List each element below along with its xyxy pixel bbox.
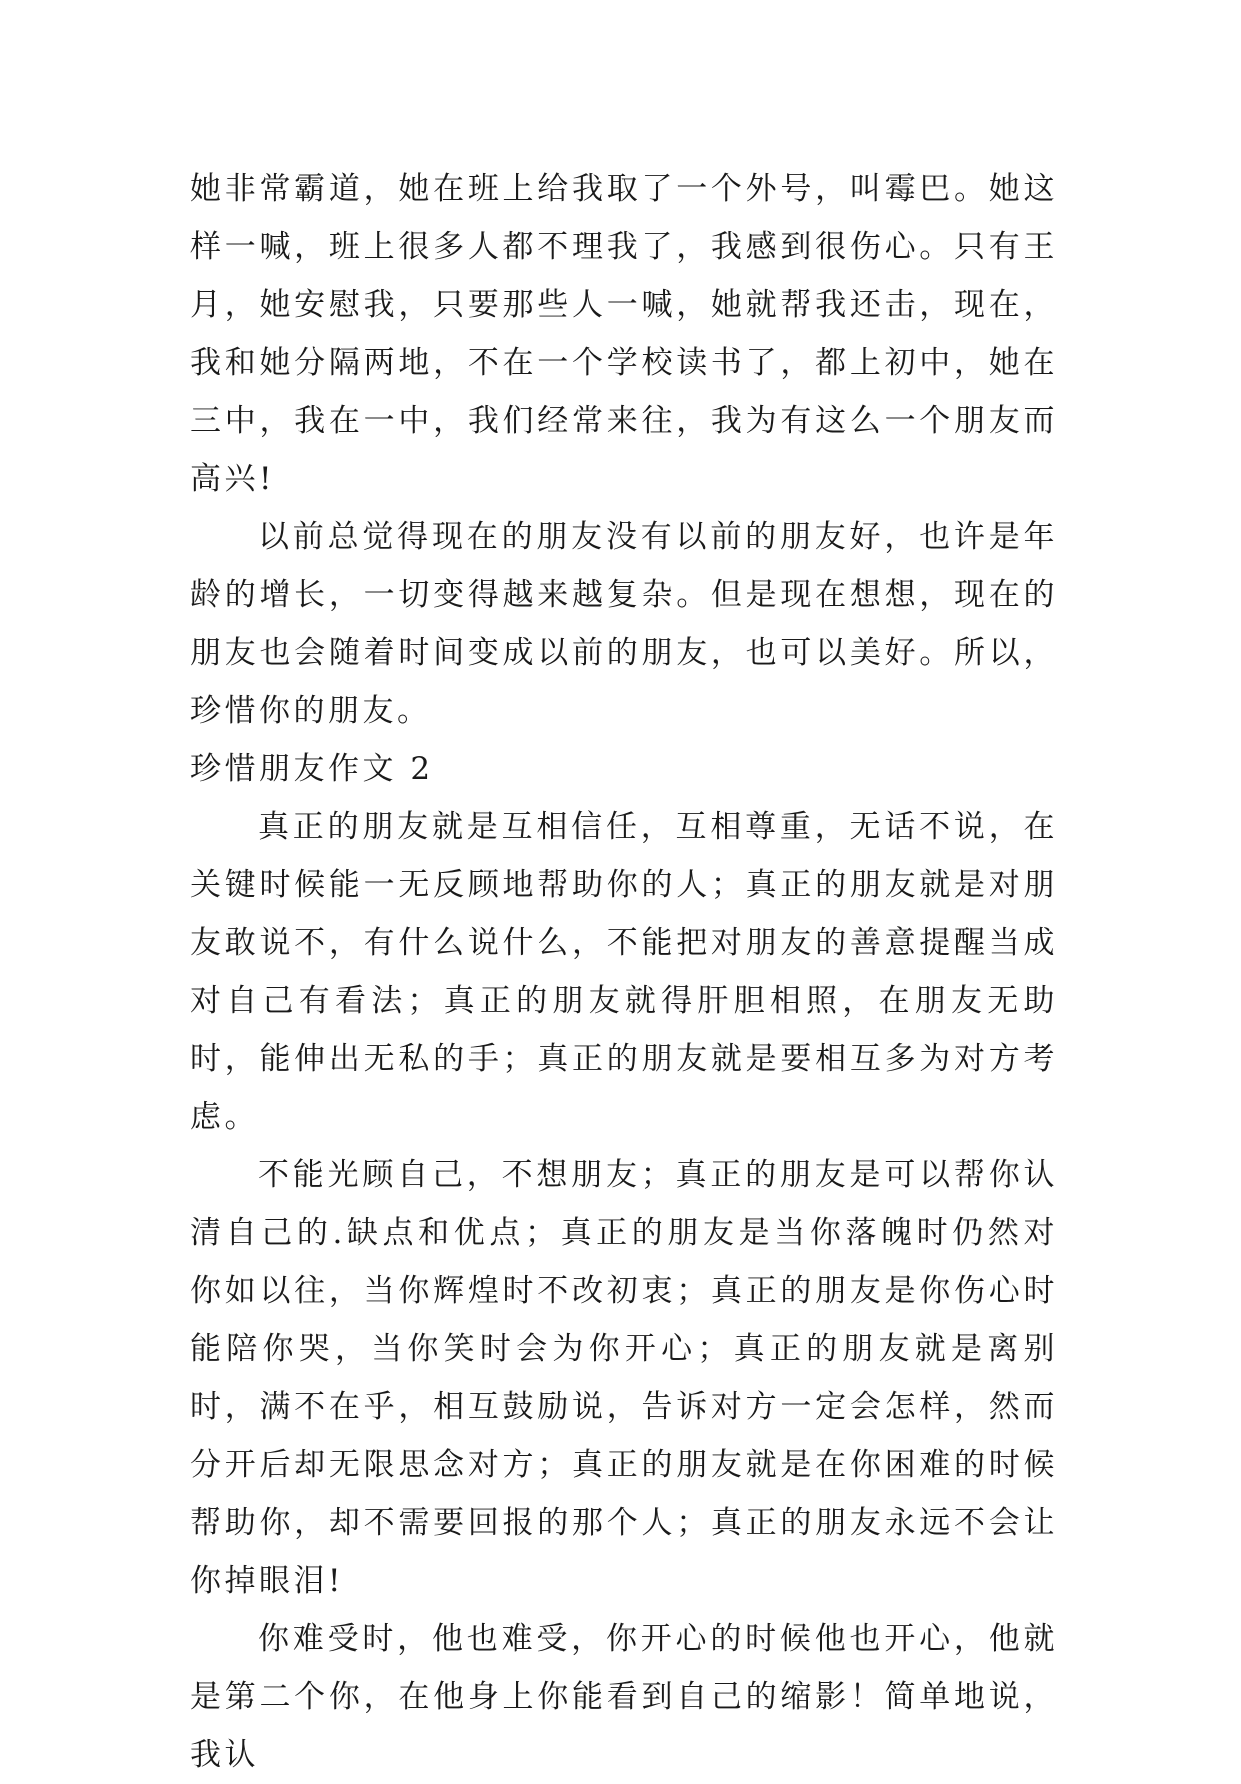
paragraph: 你难受时，他也难受，你开心的时候他也开心，他就是第二个你，在他身上你能看到自己的缩影！简单地说，我认 bbox=[190, 1621, 1058, 1773]
paragraph: 她非常霸道，她在班上给我取了一个外号，叫霉巴。她这样一喊，班上很多人都不理我了，我感到很伤心。只有王月，她安慰我，只要那些人一喊，她就帮我还击，现在，我和她分隔两地，不在一个学校读书了，都上初中，她在三中，我在一中，我们经常来往，我为有这么一个朋友而高兴! bbox=[190, 171, 1058, 497]
section-title: 珍惜朋友作文 2 bbox=[190, 751, 434, 787]
paragraph: 以前总觉得现在的朋友没有以前的朋友好，也许是年龄的增长，一切变得越来越复杂。但是现在想想，现在的朋友也会随着时间变成以前的朋友，也可以美好。所以，珍惜你的朋友。 bbox=[190, 519, 1058, 729]
document-body bbox=[190, 160, 1058, 1784]
paragraph: 不能光顾自己，不想朋友；真正的朋友是可以帮你认清自己的.缺点和优点；真正的朋友是当你落魄时仍然对你如以往，当你辉煌时不改初衷；真正的朋友是你伤心时能陪你哭，当你笑时会为你开心；真正的朋友就是离别时，满不在乎，相互鼓励说，告诉对方一定会怎样，然而分开后却无限思念对方；真正的朋友就是在你困难的时候帮助你，却不需要回报的那个人；真正的朋友永远不会让你掉眼泪! bbox=[190, 1157, 1058, 1599]
paragraph: 真正的朋友就是互相信任，互相尊重，无话不说，在关键时候能一无反顾地帮助你的人；真正的朋友就是对朋友敢说不，有什么说什么，不能把对朋友的善意提醒当成对自己有看法；真正的朋友就得肝胆相照，在朋友无助时，能伸出无私的手；真正的朋友就是要相互多为对方考虑。 bbox=[190, 809, 1058, 1135]
